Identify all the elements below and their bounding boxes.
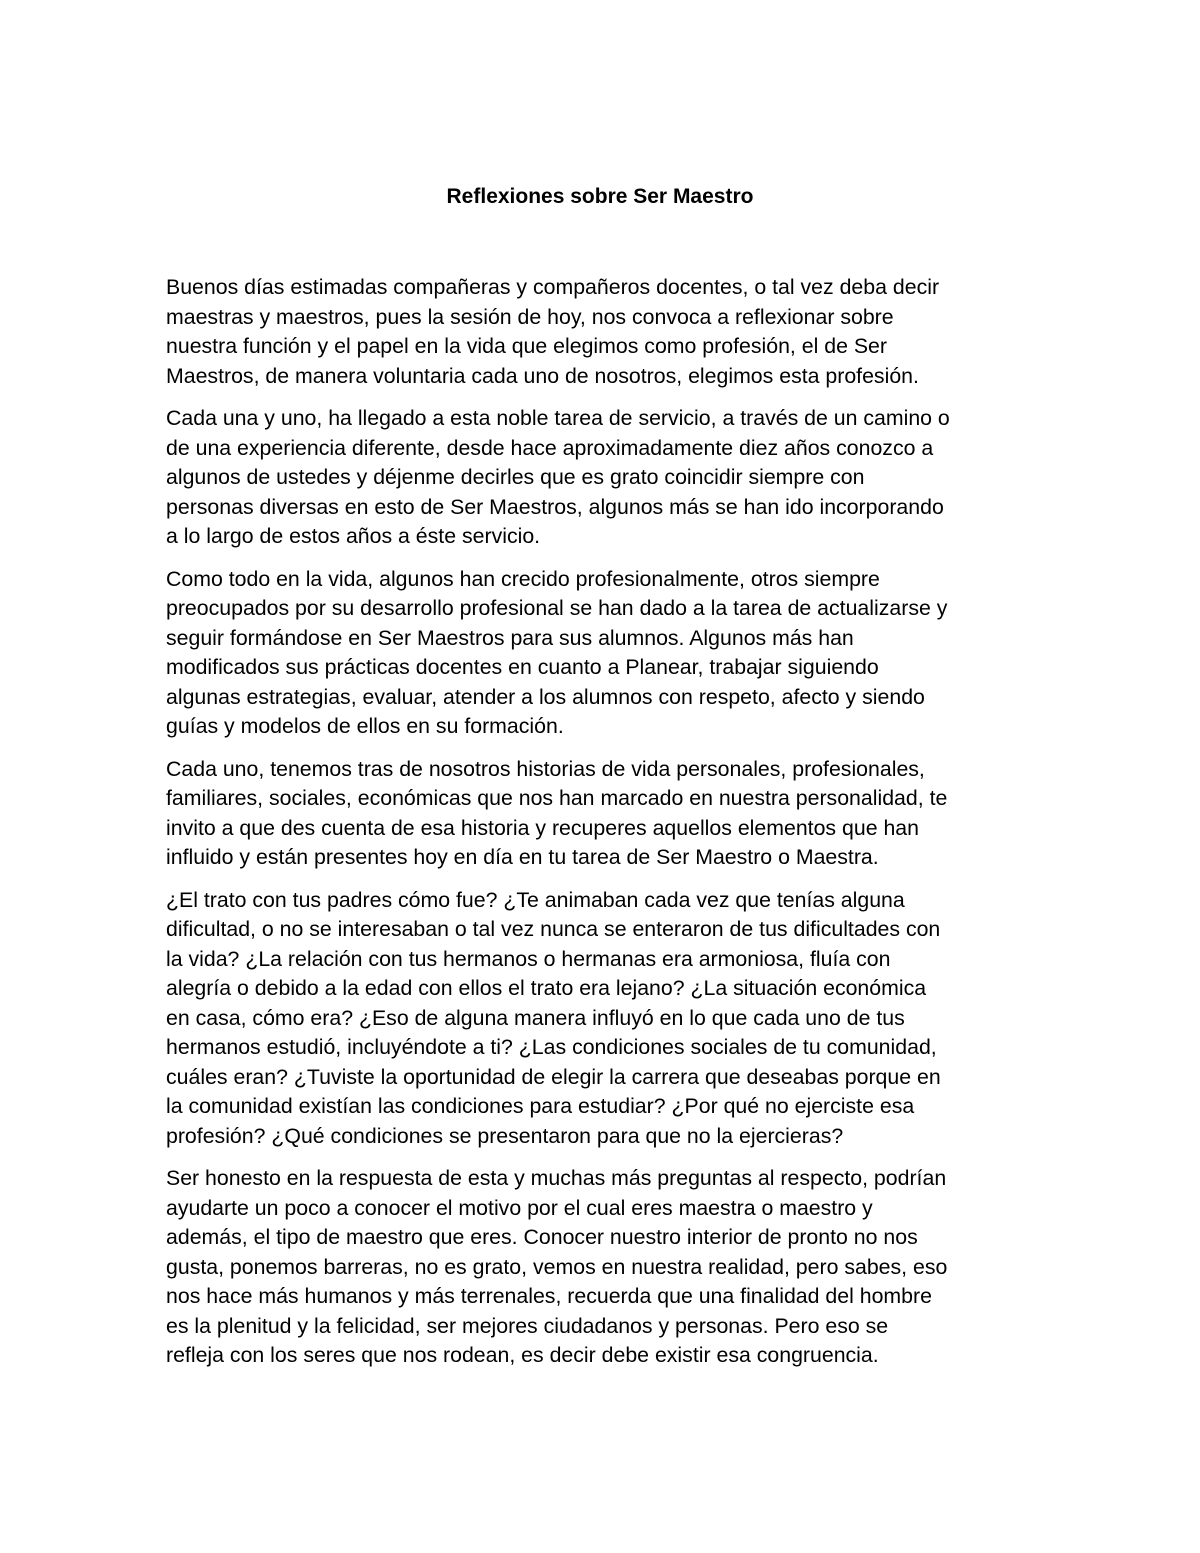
text-line: ¿El trato con tus padres cómo fue? ¿Te animaban cada vez que tenías alguna bbox=[166, 887, 905, 912]
text-line: algunas estrategias, evaluar, atender a los alumnos con respeto, afecto y siendo bbox=[166, 684, 925, 709]
text-line: además, el tipo de maestro que eres. Conocer nuestro interior de pronto no nos bbox=[166, 1225, 918, 1249]
text-line: preocupados por su desarrollo profesional se han dado a la tarea de actualizarse y bbox=[166, 596, 948, 620]
text-line: nuestra función y el papel en la vida que elegimos como profesión, el de Ser bbox=[166, 334, 887, 358]
text-line: invito a que des cuenta de esa historia y recuperes aquellos elementos que han bbox=[166, 815, 919, 840]
text-line: maestras y maestros, pues la sesión de hoy, nos convoca a reflexionar sobre bbox=[166, 304, 894, 329]
paragraph bbox=[166, 886, 1046, 1152]
document-title: Reflexiones sobre Ser Maestro bbox=[446, 185, 754, 208]
text-line: dificultad, o no se interesaban o tal vez nunca se enteraron de tus dificultades con bbox=[166, 917, 941, 941]
text-line: es la plenitud y la felicidad, ser mejores ciudadanos y personas. Pero eso se bbox=[166, 1313, 889, 1338]
text-line: en casa, cómo era? ¿Eso de alguna manera influyó en lo que cada uno de tus bbox=[166, 1005, 905, 1030]
text-line: ayudarte un poco a conocer el motivo por el cual eres maestra o maestro y bbox=[166, 1195, 873, 1220]
paragraph bbox=[166, 273, 1046, 391]
text-line: Como todo en la vida, algunos han crecido profesionalmente, otros siempre bbox=[166, 566, 880, 591]
text-line: familiares, sociales, económicas que nos han marcado en nuestra personalidad, te bbox=[166, 786, 948, 810]
text-line: Maestros, de manera voluntaria cada uno de nosotros, elegimos esta profesión. bbox=[166, 363, 919, 388]
text-line: a lo largo de estos años a éste servicio. bbox=[166, 524, 541, 548]
text-line: Cada uno, tenemos tras de nosotros historias de vida personales, profesionales, bbox=[166, 756, 925, 781]
text-line: Cada una y uno, ha llegado a esta noble tarea de servicio, a través de un camino o bbox=[166, 406, 950, 430]
paragraph bbox=[166, 565, 1046, 742]
text-line: hermanos estudió, incluyéndote a ti? ¿Las condiciones sociales de tu comunidad, bbox=[166, 1035, 937, 1059]
text-line: seguir formándose en Ser Maestros para sus alumnos. Algunos más han bbox=[166, 625, 854, 650]
text-line: refleja con los seres que nos rodean, es decir debe existir esa congruencia. bbox=[166, 1343, 879, 1367]
text-line: de una experiencia diferente, desde hace aproximadamente diez años conozco a bbox=[166, 435, 934, 460]
document-body bbox=[166, 273, 1046, 1384]
text-line: guías y modelos de ellos en su formación. bbox=[166, 714, 564, 738]
text-line: alegría o debido a la edad con ellos el trato era lejano? ¿La situación económica bbox=[166, 976, 927, 1000]
text-line: la vida? ¿La relación con tus hermanos o hermanas era armoniosa, fluía con bbox=[166, 946, 891, 971]
text-line: algunos de ustedes y déjenme decirles que es grato coincidir siempre con bbox=[166, 465, 865, 489]
paragraph bbox=[166, 404, 1046, 552]
text-line: influido y están presentes hoy en día en tu tarea de Ser Maestro o Maestra. bbox=[166, 845, 879, 869]
text-line: Buenos días estimadas compañeras y compañeros docentes, o tal vez deba decir bbox=[166, 275, 940, 299]
text-line: nos hace más humanos y más terrenales, recuerda que una finalidad del hombre bbox=[166, 1284, 932, 1308]
text-line: gusta, ponemos barreras, no es grato, vemos en nuestra realidad, pero sabes, eso bbox=[166, 1254, 948, 1279]
paragraph bbox=[166, 755, 1046, 873]
paragraph bbox=[166, 1164, 1046, 1371]
text-line: modificados sus prácticas docentes en cuanto a Planear, trabajar siguiendo bbox=[166, 655, 879, 679]
text-line: la comunidad existían las condiciones para estudiar? ¿Por qué no ejerciste esa bbox=[166, 1094, 915, 1118]
text-line: personas diversas en esto de Ser Maestros, algunos más se han ido incorporando bbox=[166, 494, 944, 519]
text-line: Ser honesto en la respuesta de esta y muchas más preguntas al respecto, podrían bbox=[166, 1166, 947, 1190]
text-line: cuáles eran? ¿Tuviste la oportunidad de elegir la carrera que deseabas porque en bbox=[166, 1064, 941, 1089]
text-line: profesión? ¿Qué condiciones se presentaron para que no la ejercieras? bbox=[166, 1123, 844, 1148]
